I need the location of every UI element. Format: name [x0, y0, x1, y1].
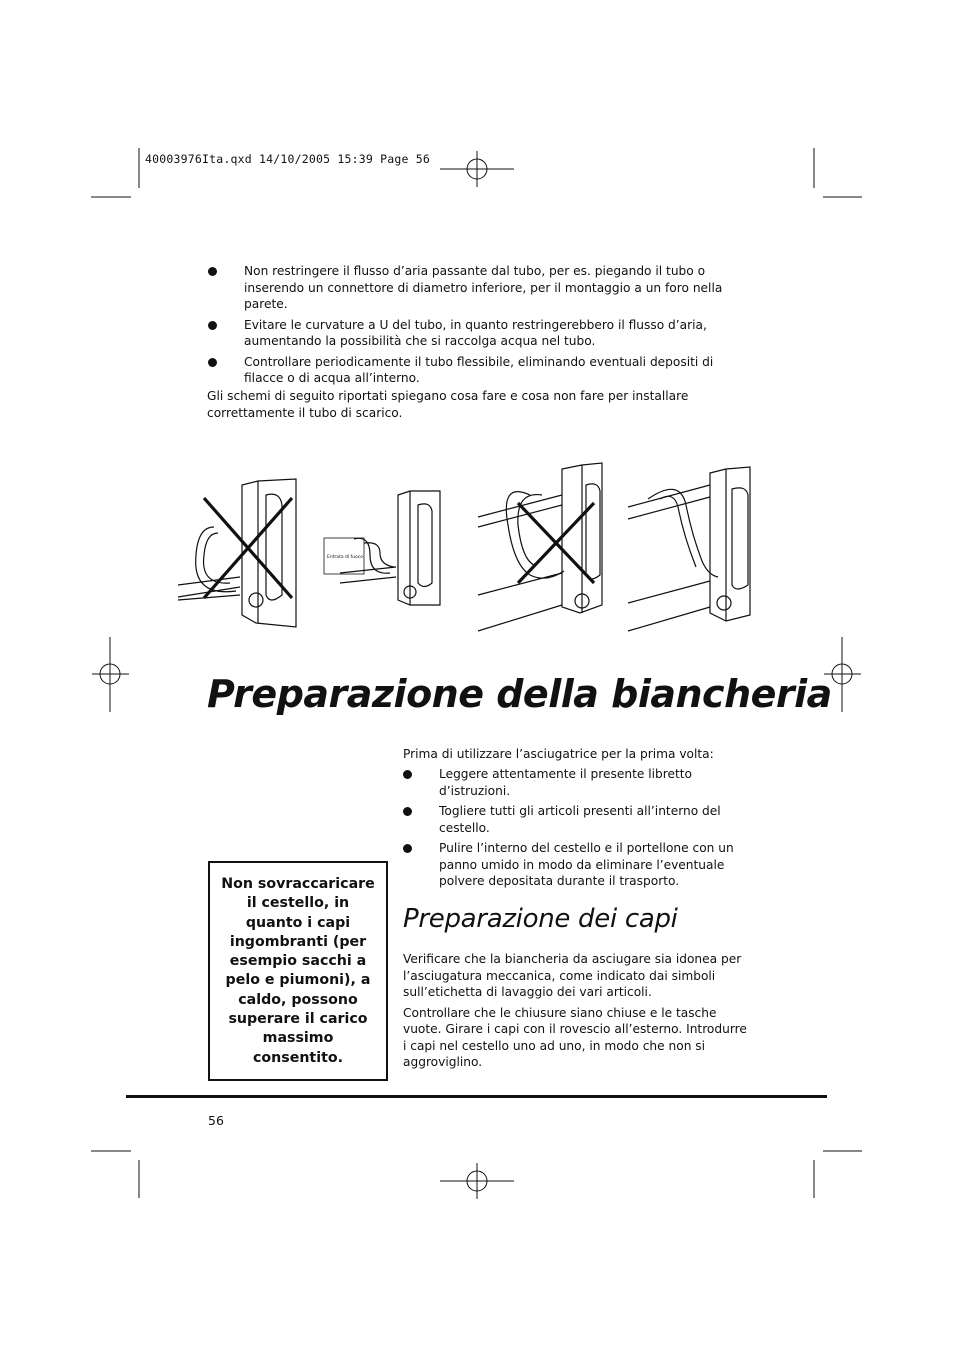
register-mark-top	[440, 151, 514, 187]
bullet-icon	[208, 267, 217, 276]
bullet-icon	[403, 807, 412, 816]
bullet-icon	[208, 358, 217, 367]
body-paragraph: Verificare che la biancheria da asciugare sia idonea per l’asciugatura meccanica, come indicato dai simboli sull’etichetta di lavaggio dei vari articoli.	[403, 952, 742, 999]
figure-small-label: Entrata di fuoco	[327, 555, 363, 560]
section-title: Preparazione dei capi	[403, 904, 678, 934]
section-body	[403, 951, 748, 1071]
bullet-icon	[403, 844, 412, 853]
list-item: Evitare le curvature a U del tubo, in quanto restringerebbero il flusso d’aria, aumentando la possibilità che si raccolga acqua nel tubo.	[208, 317, 738, 350]
intro-text: Prima di utilizzare l’asciugatrice per la prima volta:	[403, 747, 714, 761]
register-mark-bottom	[440, 1163, 514, 1199]
hose-installation-figures	[170, 455, 760, 645]
list-item: Non restringere il flusso d’aria passante dal tubo, per es. piegando il tubo o inserendo un connettore di diametro inferiore, per il montaggio a un foro nella parete.	[208, 263, 738, 313]
bullet-icon	[208, 321, 217, 330]
figure-correct-1	[324, 491, 440, 605]
print-slug: 40003976Ita.qxd 14/10/2005 15:39 Page 56	[145, 152, 430, 166]
list-item: Leggere attentamente il presente libretto d’istruzioni.	[403, 766, 743, 799]
page-number: 56	[208, 1113, 224, 1128]
body-paragraph: Controllare che le chiusure siano chiuse e le tasche vuote. Girare i capi con il rovescio all’esterno. Introdurre i capi nel cestello uno ad uno, in modo che non si aggroviglino.	[403, 1005, 747, 1069]
list-item: Togliere tutti gli articoli presenti all’interno del cestello.	[403, 803, 743, 836]
figure-correct-2	[628, 467, 750, 631]
schemes-note: Gli schemi di seguito riportati spiegano cosa fare e cosa non fare per installare correttamente il tubo di scarico.	[207, 389, 689, 420]
footer-rule	[126, 1095, 827, 1098]
bullet-icon	[403, 770, 412, 779]
list-item: Pulire l’interno del cestello e il portellone con un panno umido in modo da eliminare l’eventuale polvere depositata durante il trasporto.	[403, 840, 743, 890]
hose-bullet-list	[208, 263, 738, 391]
warning-box	[208, 861, 388, 1081]
list-item: Controllare periodicamente il tubo flessibile, eliminando eventuali depositi di filacce o di acqua all’interno.	[208, 354, 738, 387]
figure-wrong-1	[178, 479, 296, 627]
page-title: Preparazione della biancheria	[207, 672, 832, 716]
figure-wrong-2	[478, 463, 602, 631]
register-mark-left	[92, 637, 129, 712]
prep-bullet-list	[403, 766, 743, 894]
warning-text: Non sovraccaricare il cestello, in quanto i capi ingombranti (per esempio sacchi a pelo e piumoni), a caldo, possono superare il carico massimo consentito.	[221, 876, 375, 1066]
